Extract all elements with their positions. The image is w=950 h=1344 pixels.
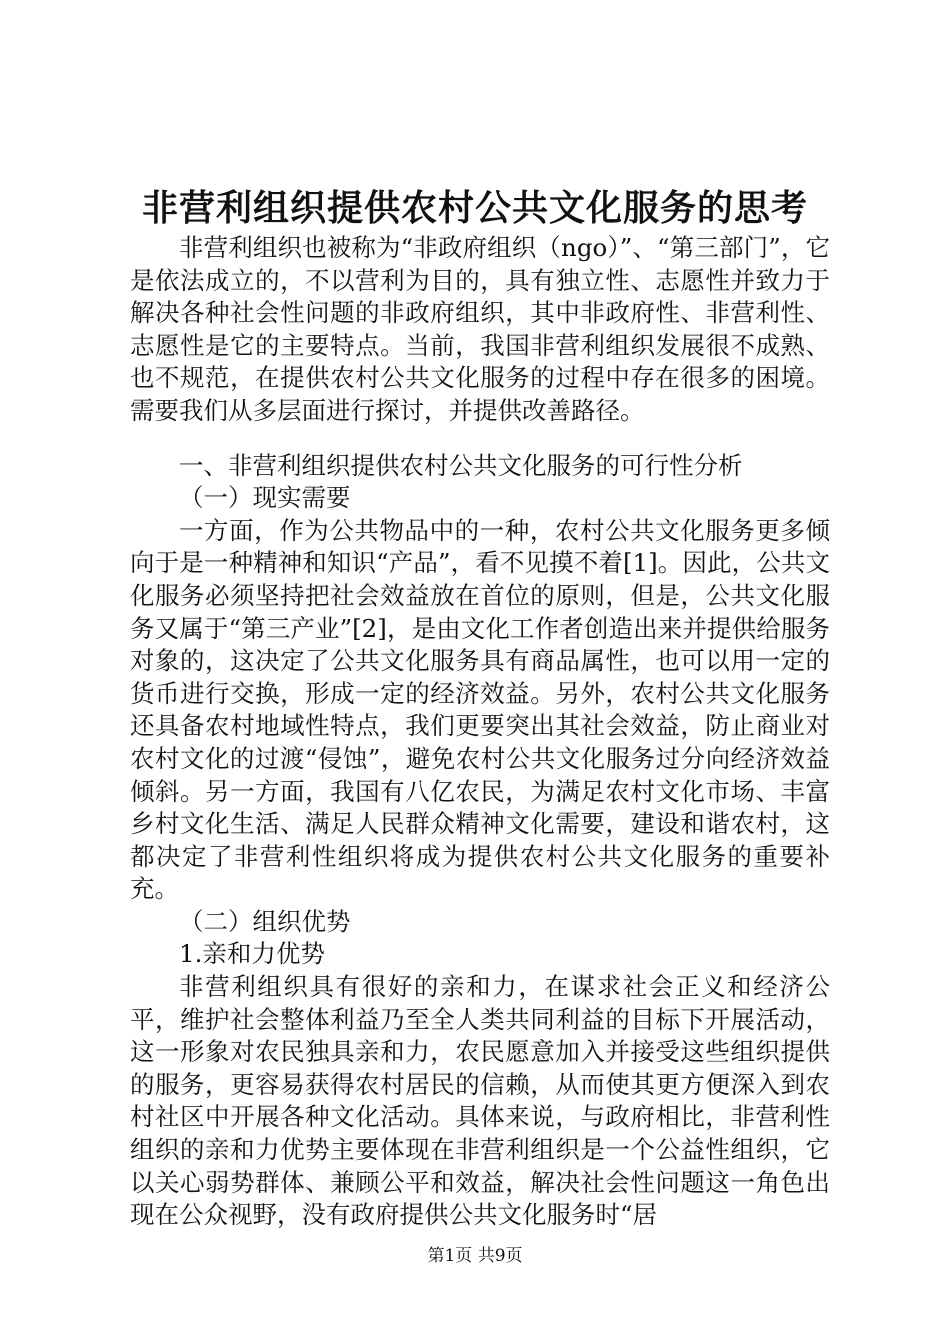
section-heading-feasibility: 一、非营利组织提供农村公共文化服务的可行性分析: [179, 450, 743, 480]
practical-need-paragraph: 一方面，作为公共物品中的一种，农村公共文化服务更多倾向于是一种精神和知识“产品”，看不见摸不着[1]。因此，公共文化服务必须坚持把社会效益放在首位的原则，但是，公共文化服务又属于“第三产业”[2]，是由文化工作者创造出来并提供给服务对象的，这决定了公共文化服务具有商品属性，也可以用一定的货币进行交换，形成一定的经济效益。另外，农村公共文化服务还具备农村地域性特点，我们更要突出其社会效益，防止商业对农村文化的过渡“侵蚀”，避免农村公共文化服务过分向经济效益倾斜。另一方面，我国有八亿农民，为满足农村文化市场、丰富乡村文化生活、满足人民群众精神文化需要，建设和谐农村，这都决定了非营利性组织将成为提供农村公共文化服务的重要补充。: [130, 515, 830, 904]
document-body: [130, 232, 830, 1232]
affinity-paragraph: 非营利组织具有很好的亲和力，在谋求社会正义和经济公平，维护社会整体利益乃至全人类共同利益的目标下开展活动，这一形象对农民独具亲和力，农民愿意加入并接受这些组织提供的服务，更容易获得农村居民的信赖，从而使其更方便深入到农村社区中开展各种文化活动。具体来说，与政府相比，非营利性组织的亲和力优势主要体现在非营利组织是一个公益性组织，它以关心弱势群体、兼顾公平和效益，解决社会性问题这一角色出现在公众视野，没有政府提供公共文化服务时“居: [130, 972, 830, 1230]
intro-paragraph: 非营利组织也被称为“非政府组织（ngo）”、“第三部门”，它是依法成立的，不以营利为目的，具有独立性、志愿性并致力于解决各种社会性问题的非政府组织，其中非政府性、非营利性、志愿性是它的主要特点。当前，我国非营利组织发展很不成熟、也不规范，在提供农村公共文化服务的过程中存在很多的困境。需要我们从多层面进行探讨，并提供改善路径。: [130, 233, 830, 425]
paragraph-gap: [130, 428, 830, 450]
document-title: 非营利组织提供农村公共文化服务的思考: [141, 187, 808, 229]
subsection-heading-organization-advantage: （二）组织优势: [179, 906, 351, 936]
page-footer: 第1页 共9页: [427, 1246, 523, 1266]
point-heading-affinity: 1.亲和力优势: [179, 939, 325, 969]
subsection-heading-practical-need: （一）现实需要: [179, 483, 351, 513]
